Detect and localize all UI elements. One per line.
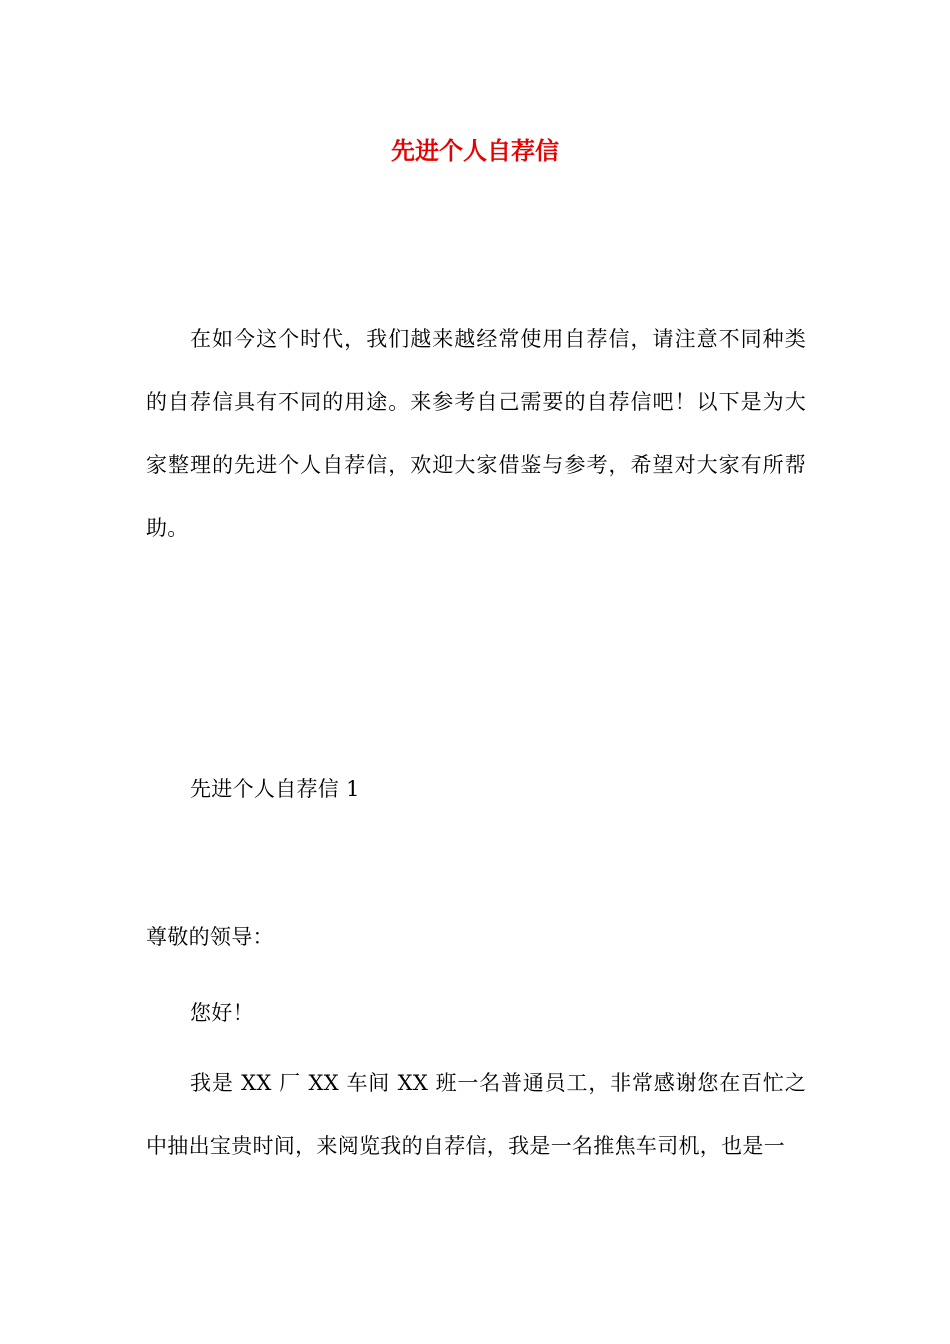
document-title: 先进个人自荐信 [391,136,559,165]
letter-greeting: 您好！ [190,1001,254,1025]
intro-paragraph: 在如今这个时代，我们越来越经常使用自荐信，请注意不同种类的自荐信具有不同的用途。来参考自己需要的自荐信吧！以下是为大家整理的先进个人自荐信，欢迎大家借鉴与参考，希望对大家有所帮助。 [146,327,806,540]
letter-body-paragraph: 我是 XX 厂 XX 车间 XX 班一名普通员工，非常感谢您在百忙之中抽出宝贵时间，来阅览我的自荐信，我是一名推焦车司机，也是一 [146,1071,806,1158]
letter-salutation: 尊敬的领导： [146,925,274,949]
section-heading: 先进个人自荐信 1 [190,777,360,801]
